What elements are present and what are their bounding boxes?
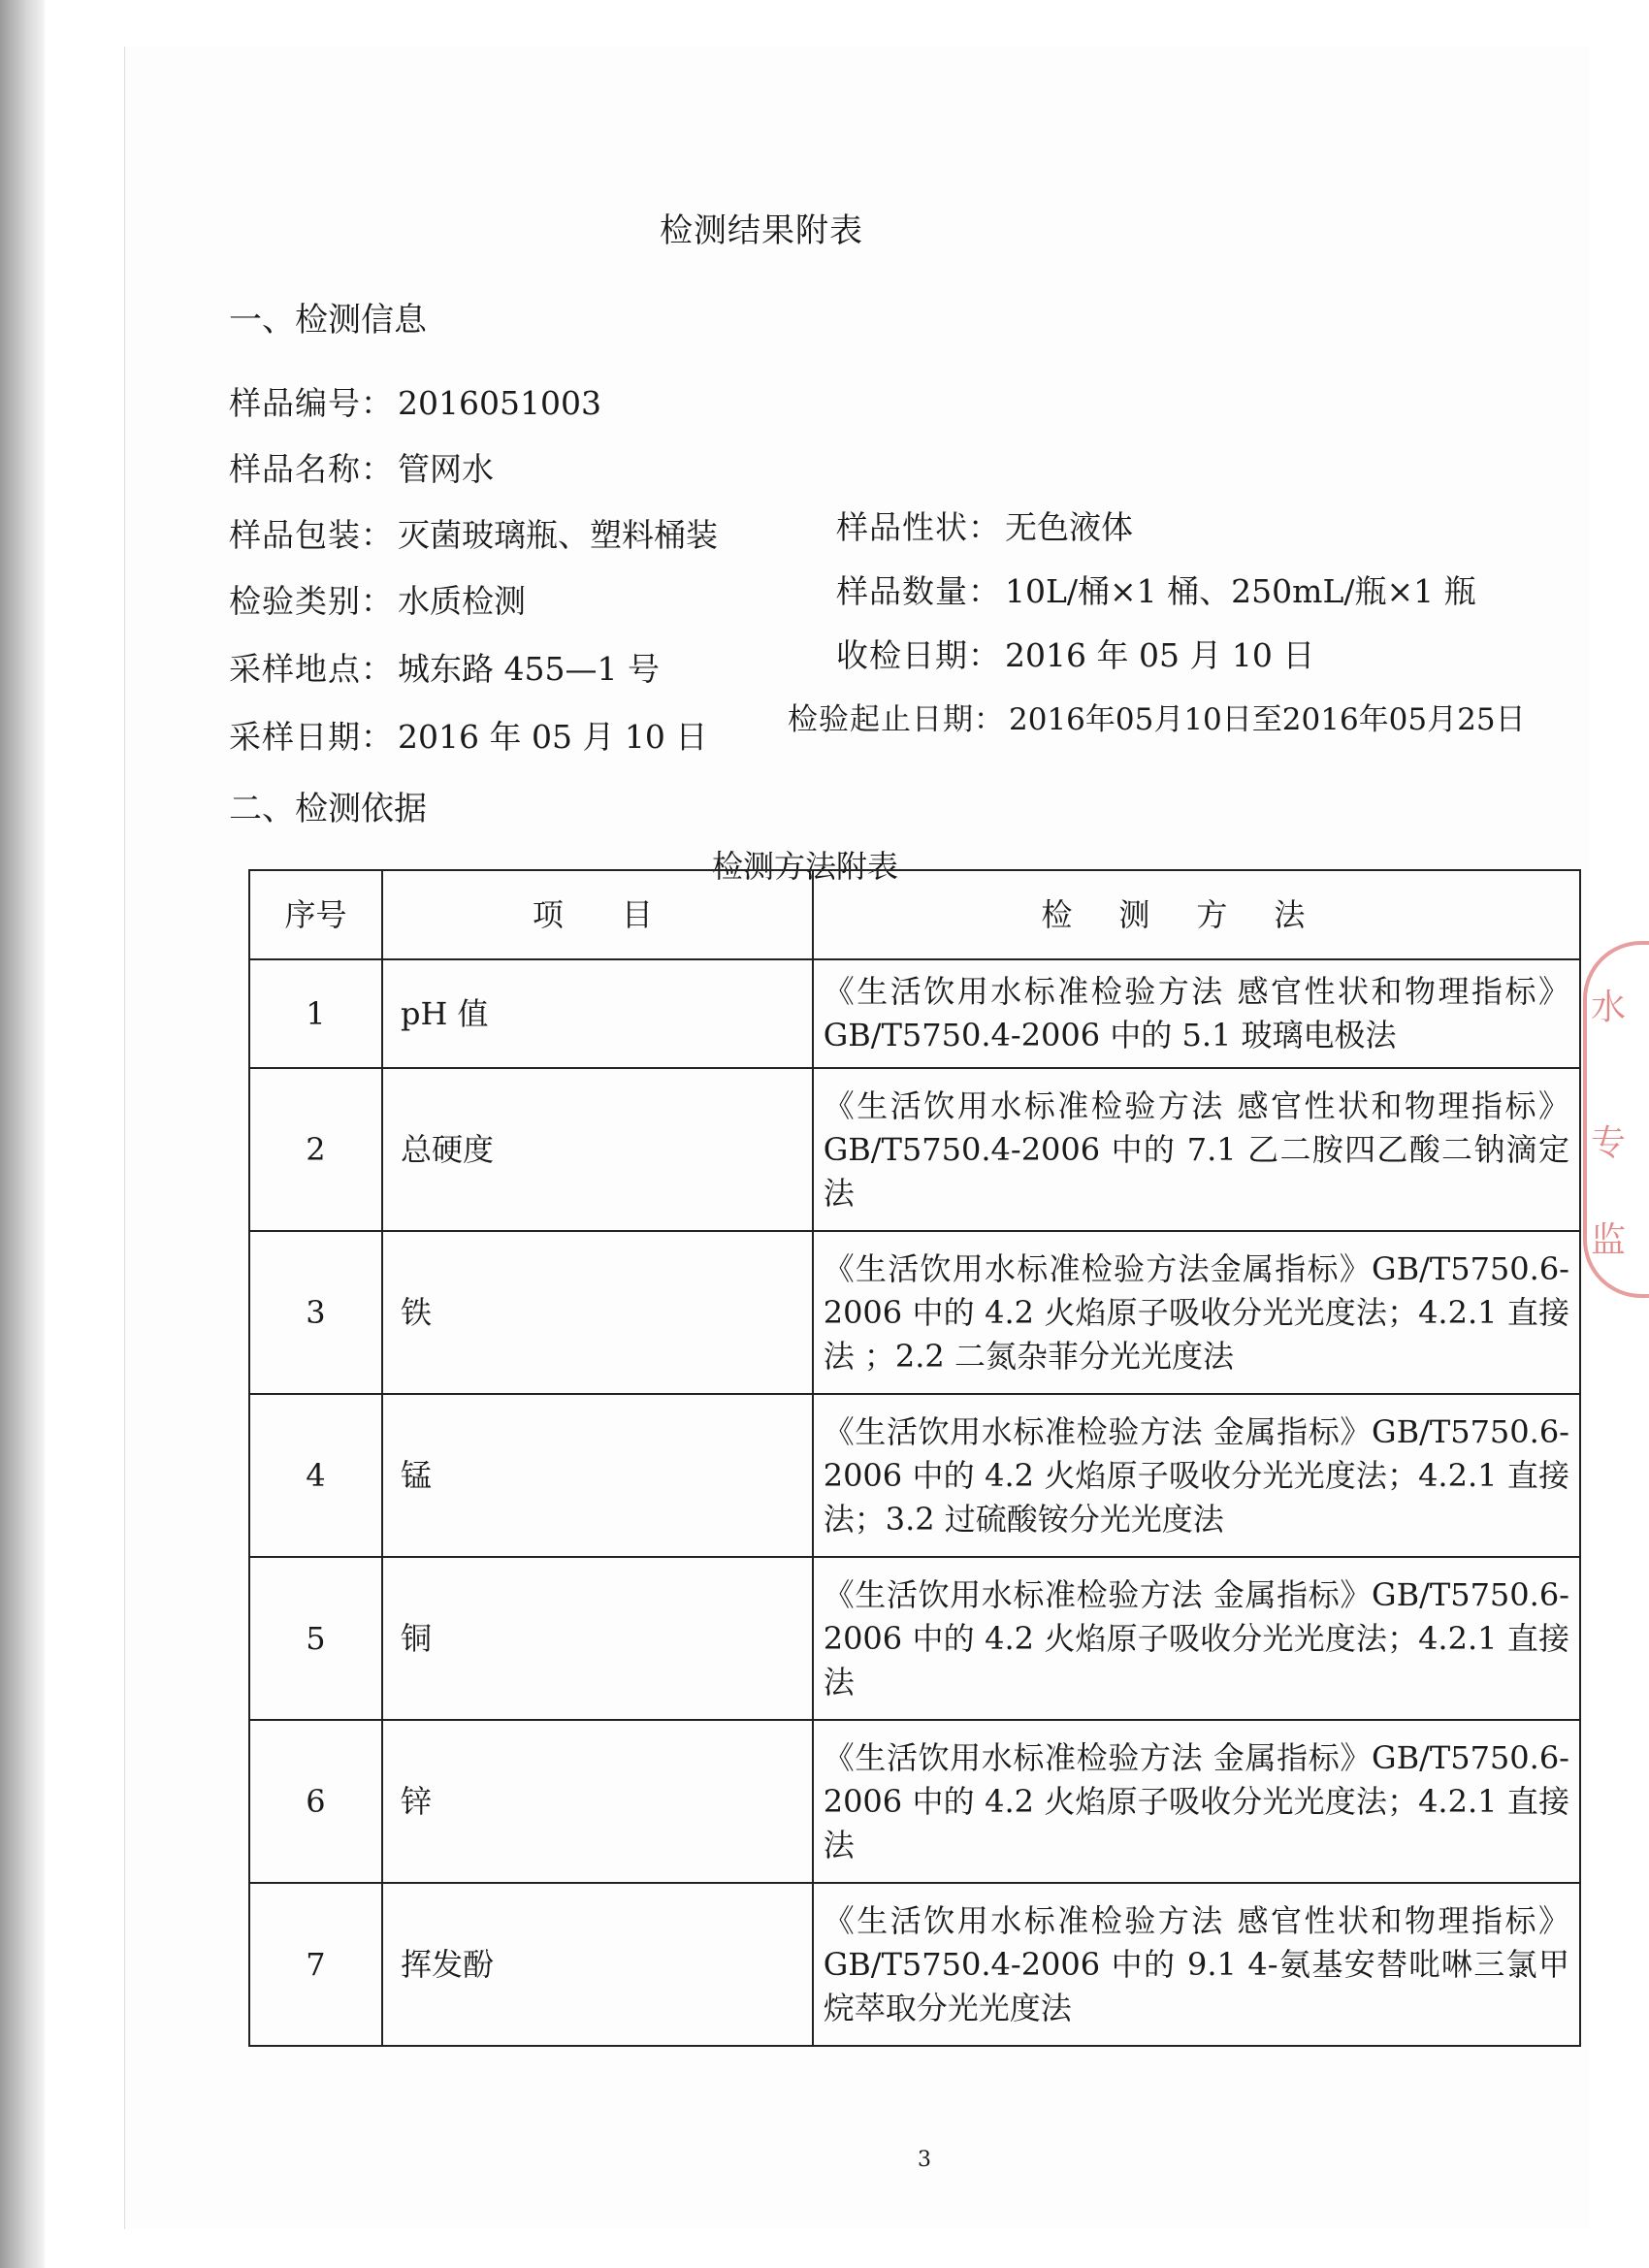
info-received <box>836 631 1314 676</box>
info-test-period <box>788 695 1526 738</box>
row-no: 1 <box>249 959 382 1068</box>
table-row <box>249 1068 1580 1231</box>
page-title: 检测结果附表 <box>660 211 863 250</box>
methods-table <box>248 869 1581 2047</box>
row-no: 7 <box>249 1883 382 2046</box>
value: 水质检测 <box>398 582 526 620</box>
table-row <box>249 1720 1580 1883</box>
info-sampling-date <box>229 712 707 758</box>
row-item: 锰 <box>382 1394 813 1557</box>
row-no: 6 <box>249 1720 382 1883</box>
row-no: 5 <box>249 1557 382 1720</box>
stamp-char: 监 <box>1591 1220 1627 1260</box>
label: 检验类别： <box>229 582 394 620</box>
value: 2016 年 05 月 10 日 <box>398 718 708 756</box>
header-item: 项目 <box>382 870 813 959</box>
label: 样品数量： <box>836 572 1001 610</box>
row-method: 《生活饮用水标准检验方法 感官性状和物理指标》GB/T5750.4-2006 中的 7.1 乙二胺四乙酸二钠滴定法 <box>813 1068 1580 1231</box>
row-no: 2 <box>249 1068 382 1231</box>
value: 城东路 455—1 号 <box>398 650 660 688</box>
info-packaging <box>229 510 718 556</box>
row-method: 《生活饮用水标准检验方法 感官性状和物理指标》GB/T5750.4-2006 中的 9.1 4-氨基安替吡啉三氯甲烷萃取分光光度法 <box>813 1883 1580 2046</box>
header-method: 检测方法 <box>813 870 1580 959</box>
table-title: 检测方法附表 <box>712 848 899 885</box>
label: 收检日期： <box>836 636 1001 674</box>
label: 样品名称： <box>229 450 394 488</box>
section-heading-info: 一、检测信息 <box>229 301 427 340</box>
info-sample-no <box>229 378 601 424</box>
table-row <box>249 1231 1580 1394</box>
value: 2016年05月10日至2016年05月25日 <box>1009 702 1526 737</box>
value: 2016051003 <box>398 384 601 422</box>
value: 管网水 <box>398 450 494 488</box>
label: 检验起止日期： <box>788 702 1005 737</box>
label: 样品包装： <box>229 516 394 554</box>
row-method: 《生活饮用水标准检验方法 金属指标》GB/T5750.6-2006 中的 4.2 火焰原子吸收分光光度法；4.2.1 直接法 <box>813 1557 1580 1720</box>
info-category <box>229 576 526 622</box>
row-method: 《生活饮用水标准检验方法 金属指标》GB/T5750.6-2006 中的 4.2 火焰原子吸收分光光度法；4.2.1 直接法；3.2 过硫酸铵分光光度法 <box>813 1394 1580 1557</box>
table-row <box>249 1394 1580 1557</box>
row-item: 挥发酚 <box>382 1883 813 2046</box>
stamp-char: 专 <box>1591 1123 1627 1163</box>
table-row <box>249 1883 1580 2046</box>
label: 采样地点： <box>229 650 394 688</box>
info-location <box>229 644 660 690</box>
row-no: 3 <box>249 1231 382 1394</box>
value: 10L/桶×1 桶、250mL/瓶×1 瓶 <box>1005 572 1476 610</box>
table-row <box>249 959 1580 1068</box>
table-row <box>249 1557 1580 1720</box>
stamp-char: 水 <box>1591 988 1627 1027</box>
value: 2016 年 05 月 10 日 <box>1005 636 1315 674</box>
row-method: 《生活饮用水标准检验方法 金属指标》GB/T5750.6-2006 中的 4.2 火焰原子吸收分光光度法；4.2.1 直接法 <box>813 1720 1580 1883</box>
row-item: 锌 <box>382 1720 813 1883</box>
row-item: 铁 <box>382 1231 813 1394</box>
header-no: 序号 <box>249 870 382 959</box>
section-heading-basis: 二、检测依据 <box>229 790 427 828</box>
label: 采样日期： <box>229 718 394 756</box>
value: 灭菌玻璃瓶、塑料桶装 <box>398 516 718 554</box>
row-method: 《生活饮用水标准检验方法 感官性状和物理指标》GB/T5750.4-2006 中的 5.1 玻璃电极法 <box>813 959 1580 1068</box>
info-quantity <box>836 567 1476 612</box>
value: 无色液体 <box>1005 508 1133 546</box>
row-method: 《生活饮用水标准检验方法金属指标》GB/T5750.6-2006 中的 4.2 火焰原子吸收分光光度法；4.2.1 直接法 ；2.2 二氮杂菲分光光度法 <box>813 1231 1580 1394</box>
label: 样品性状： <box>836 508 1001 546</box>
row-item: 总硬度 <box>382 1068 813 1231</box>
row-item: 铜 <box>382 1557 813 1720</box>
info-sample-name <box>229 444 494 490</box>
scan-gutter <box>0 0 45 2268</box>
row-item: pH 值 <box>382 959 813 1068</box>
row-no: 4 <box>249 1394 382 1557</box>
info-appearance <box>836 502 1133 548</box>
table-header-row <box>249 870 1580 959</box>
page-number: 3 <box>918 2148 931 2172</box>
label: 样品编号： <box>229 384 394 422</box>
